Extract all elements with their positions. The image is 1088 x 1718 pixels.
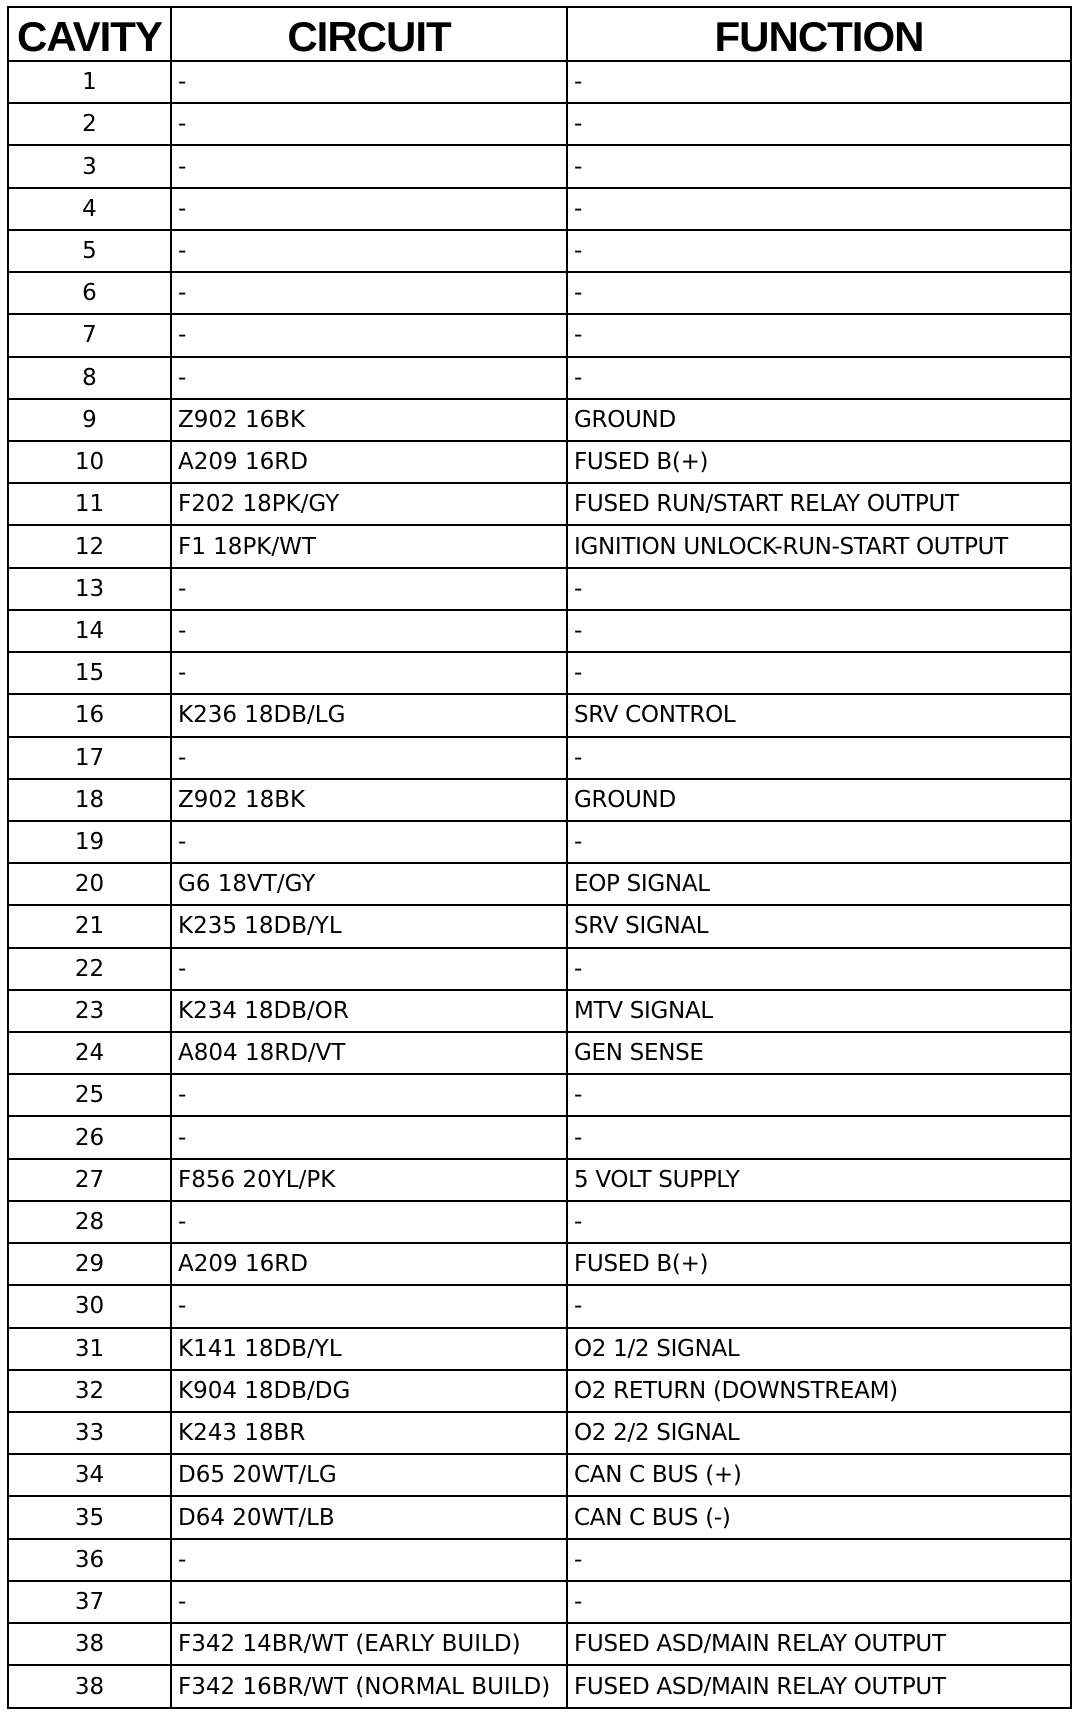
table-row	[8, 1539, 1071, 1581]
cavity-cell: 7	[8, 314, 171, 356]
function-cell: FUSED RUN/START RELAY OUTPUT	[567, 483, 1071, 525]
table-row	[8, 1665, 1071, 1708]
table-row	[8, 483, 1071, 525]
table-row	[8, 399, 1071, 441]
cavity-cell: 24	[8, 1032, 171, 1074]
table-row	[8, 694, 1071, 736]
connector-pinout-table	[7, 6, 1072, 1709]
table-row	[8, 272, 1071, 314]
function-cell: -	[567, 230, 1071, 272]
function-cell: -	[567, 1116, 1071, 1158]
function-cell: SRV SIGNAL	[567, 905, 1071, 947]
cavity-cell: 21	[8, 905, 171, 947]
cavity-column-header: CAVITY	[8, 7, 171, 61]
table-row	[8, 1412, 1071, 1454]
function-cell: -	[567, 1201, 1071, 1243]
cavity-cell: 3	[8, 145, 171, 187]
table-row	[8, 948, 1071, 990]
cavity-cell: 35	[8, 1496, 171, 1538]
function-cell: FUSED ASD/MAIN RELAY OUTPUT	[567, 1665, 1071, 1708]
table-row	[8, 863, 1071, 905]
cavity-cell: 25	[8, 1074, 171, 1116]
cavity-cell: 14	[8, 610, 171, 652]
cavity-cell: 8	[8, 357, 171, 399]
cavity-cell: 31	[8, 1328, 171, 1370]
function-cell: -	[567, 1581, 1071, 1623]
circuit-cell: G6 18VT/GY	[171, 863, 567, 905]
function-cell: EOP SIGNAL	[567, 863, 1071, 905]
table-row	[8, 230, 1071, 272]
function-cell: FUSED B(+)	[567, 441, 1071, 483]
table-row	[8, 1243, 1071, 1285]
circuit-cell: -	[171, 230, 567, 272]
cavity-cell: 36	[8, 1539, 171, 1581]
circuit-cell: F202 18PK/GY	[171, 483, 567, 525]
table-row	[8, 1159, 1071, 1201]
cavity-cell: 26	[8, 1116, 171, 1158]
cavity-cell: 28	[8, 1201, 171, 1243]
table-row	[8, 1074, 1071, 1116]
circuit-cell: -	[171, 1201, 567, 1243]
circuit-cell: K243 18BR	[171, 1412, 567, 1454]
connector-pinout-table-wrapper	[7, 6, 1070, 1709]
function-cell: -	[567, 188, 1071, 230]
table-row	[8, 188, 1071, 230]
circuit-cell: A209 16RD	[171, 1243, 567, 1285]
circuit-cell: -	[171, 1581, 567, 1623]
circuit-cell: A209 16RD	[171, 441, 567, 483]
circuit-cell: -	[171, 314, 567, 356]
circuit-cell: D65 20WT/LG	[171, 1454, 567, 1496]
cavity-cell: 15	[8, 652, 171, 694]
table-row	[8, 1581, 1071, 1623]
cavity-cell: 33	[8, 1412, 171, 1454]
function-cell: -	[567, 357, 1071, 399]
table-row	[8, 568, 1071, 610]
cavity-cell: 22	[8, 948, 171, 990]
function-cell: -	[567, 1285, 1071, 1327]
cavity-cell: 32	[8, 1370, 171, 1412]
table-row	[8, 905, 1071, 947]
circuit-cell: -	[171, 568, 567, 610]
circuit-cell: K236 18DB/LG	[171, 694, 567, 736]
table-row	[8, 314, 1071, 356]
table-row	[8, 61, 1071, 103]
table-row	[8, 779, 1071, 821]
cavity-cell: 6	[8, 272, 171, 314]
function-cell: -	[567, 1074, 1071, 1116]
function-cell: -	[567, 737, 1071, 779]
function-cell: MTV SIGNAL	[567, 990, 1071, 1032]
cavity-cell: 5	[8, 230, 171, 272]
cavity-cell: 18	[8, 779, 171, 821]
table-row	[8, 737, 1071, 779]
function-cell: -	[567, 948, 1071, 990]
circuit-cell: -	[171, 188, 567, 230]
circuit-cell: F1 18PK/WT	[171, 525, 567, 567]
function-cell: GEN SENSE	[567, 1032, 1071, 1074]
function-cell: CAN C BUS (+)	[567, 1454, 1071, 1496]
circuit-cell: -	[171, 1539, 567, 1581]
table-row	[8, 103, 1071, 145]
circuit-cell: K141 18DB/YL	[171, 1328, 567, 1370]
cavity-cell: 23	[8, 990, 171, 1032]
function-cell: -	[567, 103, 1071, 145]
cavity-cell: 2	[8, 103, 171, 145]
function-cell: -	[567, 145, 1071, 187]
table-row	[8, 357, 1071, 399]
circuit-cell: -	[171, 145, 567, 187]
circuit-cell: -	[171, 610, 567, 652]
function-cell: -	[567, 568, 1071, 610]
function-cell: -	[567, 314, 1071, 356]
cavity-cell: 20	[8, 863, 171, 905]
circuit-cell: F342 14BR/WT (EARLY BUILD)	[171, 1623, 567, 1665]
table-row	[8, 1370, 1071, 1412]
circuit-column-header: CIRCUIT	[171, 7, 567, 61]
table-row	[8, 990, 1071, 1032]
function-cell: GROUND	[567, 779, 1071, 821]
circuit-cell: A804 18RD/VT	[171, 1032, 567, 1074]
table-row	[8, 652, 1071, 694]
circuit-cell: D64 20WT/LB	[171, 1496, 567, 1538]
table-header	[8, 7, 1071, 61]
function-cell: -	[567, 272, 1071, 314]
table-row	[8, 1032, 1071, 1074]
circuit-cell: -	[171, 821, 567, 863]
function-cell: CAN C BUS (-)	[567, 1496, 1071, 1538]
cavity-cell: 16	[8, 694, 171, 736]
cavity-cell: 38	[8, 1665, 171, 1708]
cavity-cell: 10	[8, 441, 171, 483]
table-row	[8, 441, 1071, 483]
function-cell: 5 VOLT SUPPLY	[567, 1159, 1071, 1201]
function-cell: FUSED B(+)	[567, 1243, 1071, 1285]
function-cell: -	[567, 610, 1071, 652]
circuit-cell: -	[171, 103, 567, 145]
circuit-cell: -	[171, 948, 567, 990]
table-row	[8, 821, 1071, 863]
circuit-cell: -	[171, 652, 567, 694]
circuit-cell: -	[171, 1285, 567, 1327]
table-row	[8, 1454, 1071, 1496]
function-cell: O2 RETURN (DOWNSTREAM)	[567, 1370, 1071, 1412]
cavity-cell: 1	[8, 61, 171, 103]
table-row	[8, 1201, 1071, 1243]
circuit-cell: -	[171, 272, 567, 314]
circuit-cell: Z902 18BK	[171, 779, 567, 821]
table-row	[8, 1328, 1071, 1370]
circuit-cell: -	[171, 1074, 567, 1116]
function-cell: -	[567, 61, 1071, 103]
function-cell: -	[567, 1539, 1071, 1581]
cavity-cell: 9	[8, 399, 171, 441]
circuit-cell: -	[171, 357, 567, 399]
table-body	[8, 61, 1071, 1708]
circuit-cell: Z902 16BK	[171, 399, 567, 441]
cavity-cell: 4	[8, 188, 171, 230]
function-cell: O2 2/2 SIGNAL	[567, 1412, 1071, 1454]
function-column-header: FUNCTION	[567, 7, 1071, 61]
cavity-cell: 37	[8, 1581, 171, 1623]
function-cell: -	[567, 652, 1071, 694]
function-cell: FUSED ASD/MAIN RELAY OUTPUT	[567, 1623, 1071, 1665]
table-row	[8, 1623, 1071, 1665]
circuit-cell: -	[171, 1116, 567, 1158]
circuit-cell: F856 20YL/PK	[171, 1159, 567, 1201]
circuit-cell: K904 18DB/DG	[171, 1370, 567, 1412]
circuit-cell: K234 18DB/OR	[171, 990, 567, 1032]
function-cell: SRV CONTROL	[567, 694, 1071, 736]
circuit-cell: F342 16BR/WT (NORMAL BUILD)	[171, 1665, 567, 1708]
cavity-cell: 17	[8, 737, 171, 779]
cavity-cell: 13	[8, 568, 171, 610]
cavity-cell: 19	[8, 821, 171, 863]
table-row	[8, 1285, 1071, 1327]
table-row	[8, 1496, 1071, 1538]
function-cell: GROUND	[567, 399, 1071, 441]
cavity-cell: 34	[8, 1454, 171, 1496]
cavity-cell: 11	[8, 483, 171, 525]
circuit-cell: -	[171, 737, 567, 779]
table-row	[8, 145, 1071, 187]
function-cell: O2 1/2 SIGNAL	[567, 1328, 1071, 1370]
cavity-cell: 30	[8, 1285, 171, 1327]
header-row	[8, 7, 1071, 61]
circuit-cell: -	[171, 61, 567, 103]
cavity-cell: 27	[8, 1159, 171, 1201]
function-cell: -	[567, 821, 1071, 863]
cavity-cell: 38	[8, 1623, 171, 1665]
circuit-cell: K235 18DB/YL	[171, 905, 567, 947]
function-cell: IGNITION UNLOCK-RUN-START OUTPUT	[567, 525, 1071, 567]
table-row	[8, 1116, 1071, 1158]
table-row	[8, 610, 1071, 652]
cavity-cell: 29	[8, 1243, 171, 1285]
cavity-cell: 12	[8, 525, 171, 567]
table-row	[8, 525, 1071, 567]
